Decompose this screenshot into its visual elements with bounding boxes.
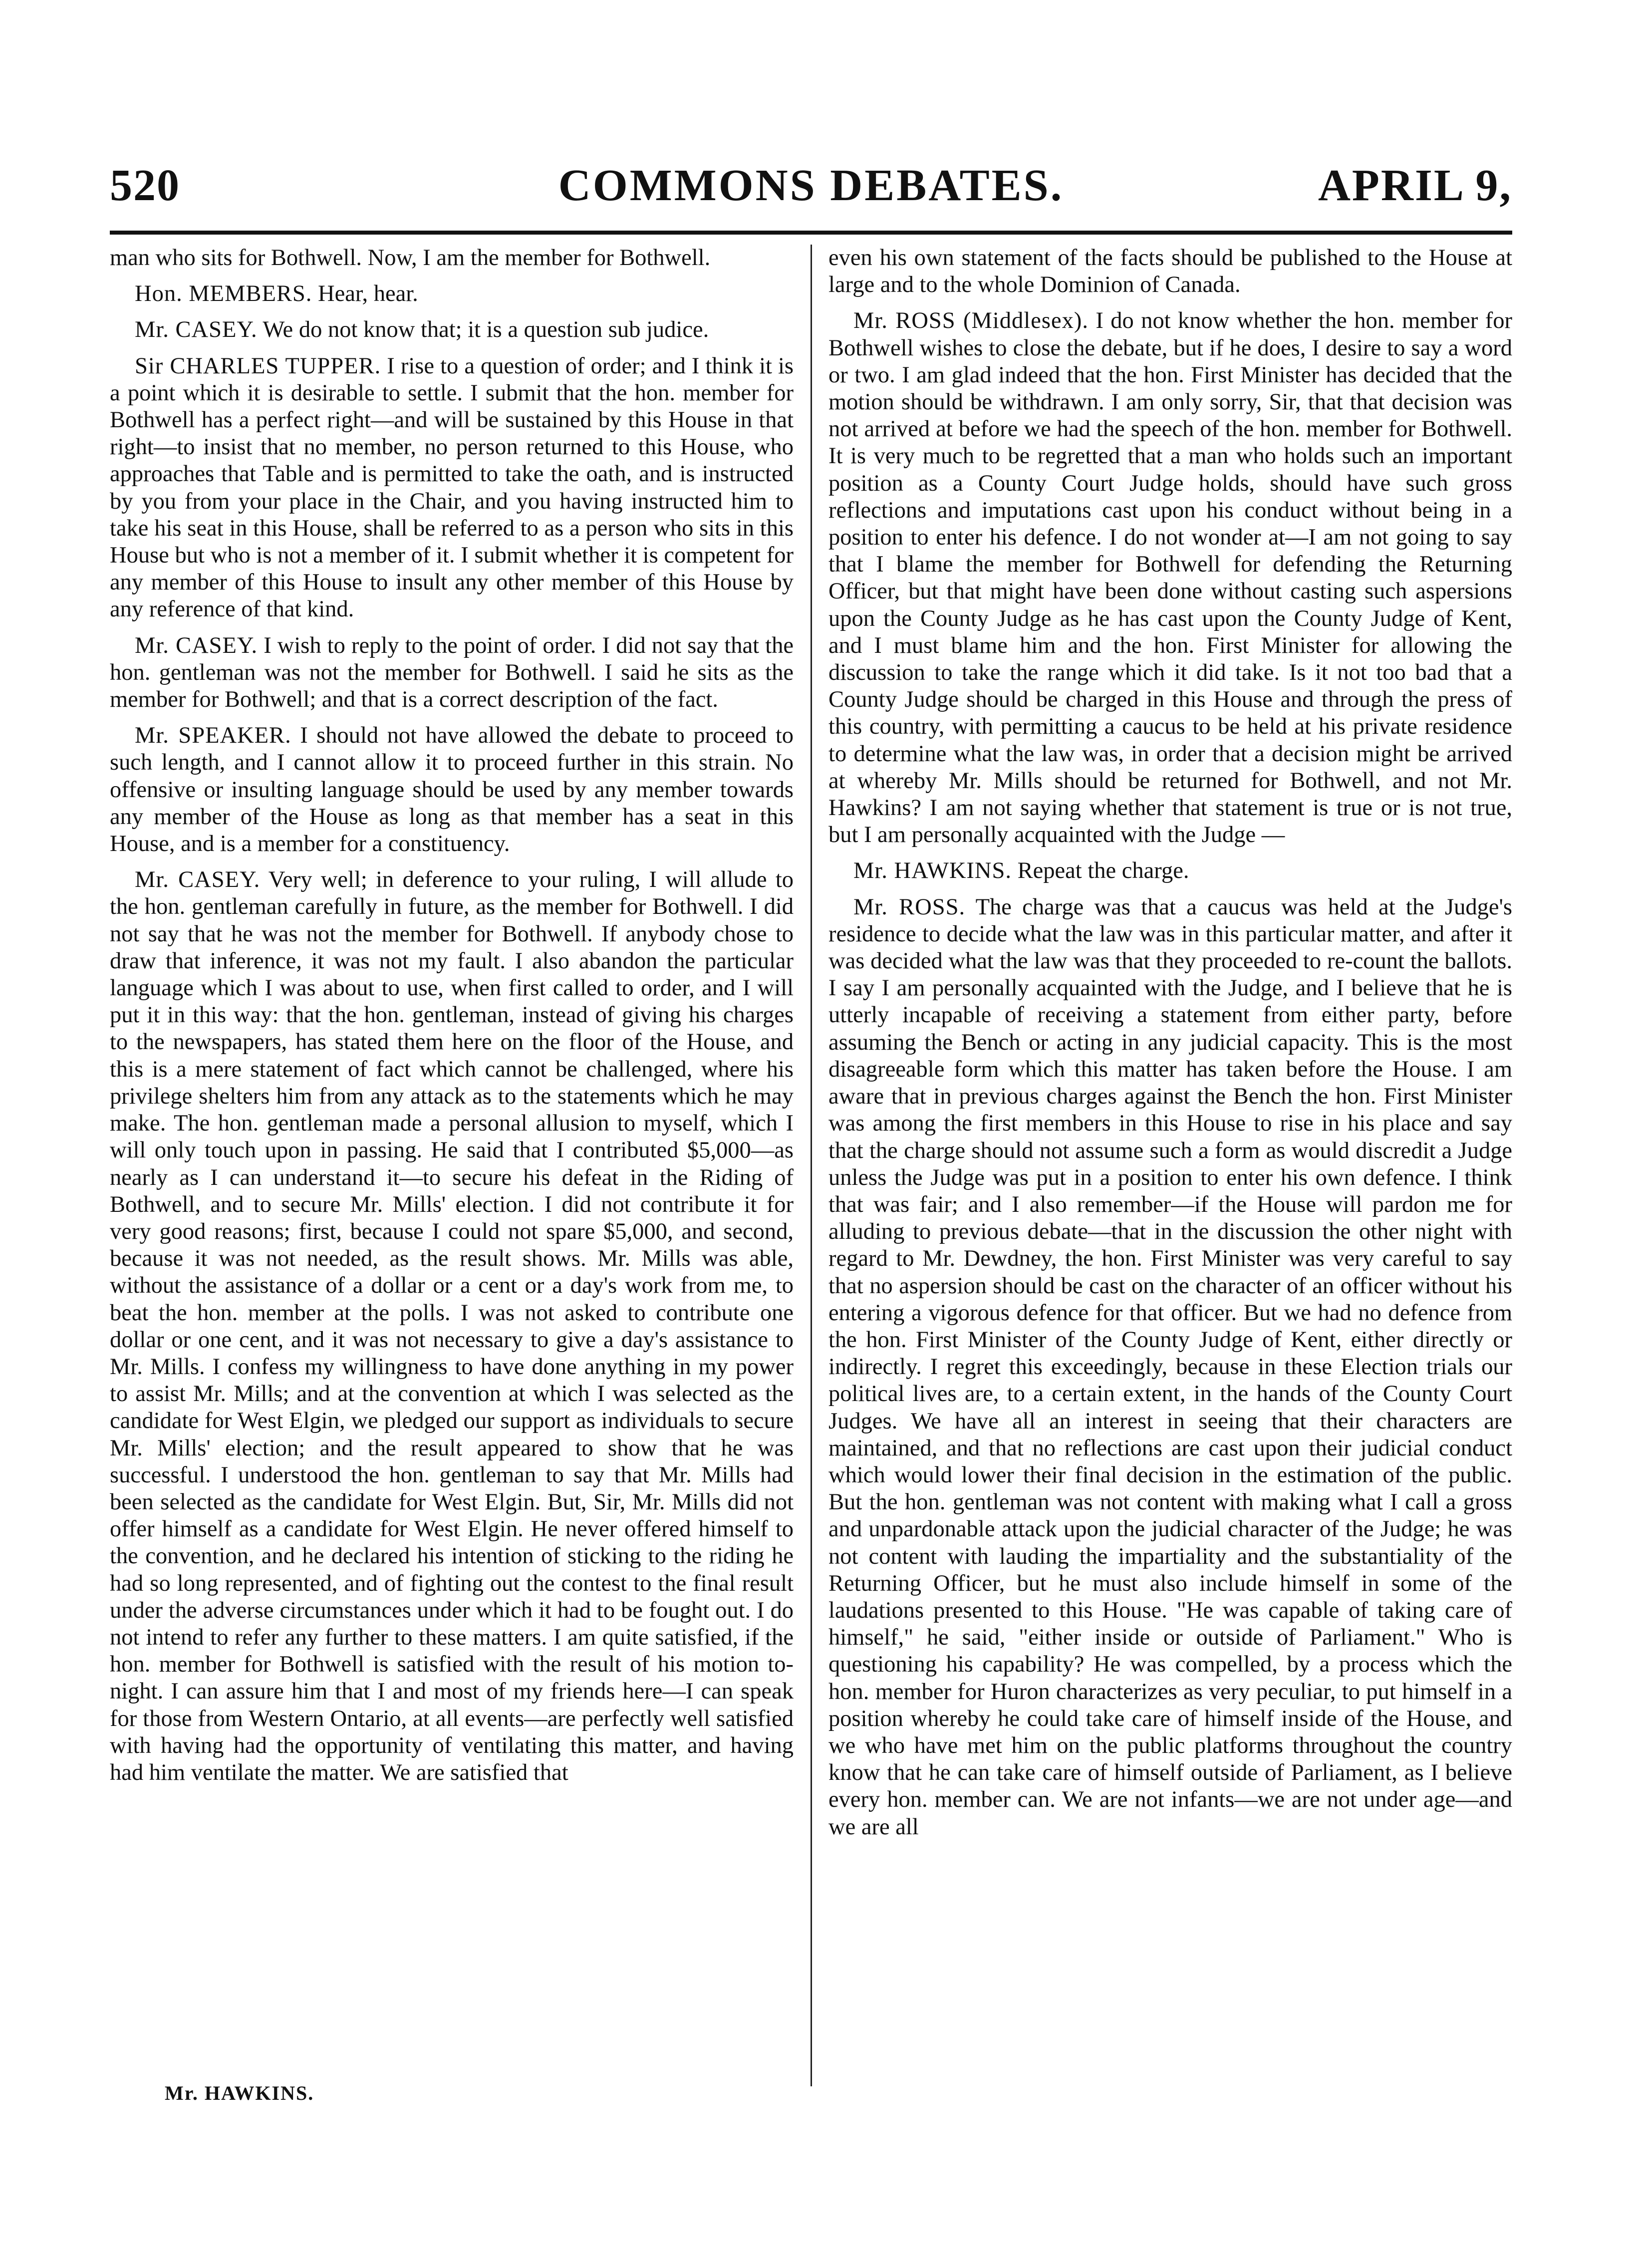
speaker-name: Mr. CASEY. — [135, 317, 258, 343]
speaker-name: Mr. ROSS. — [853, 894, 966, 920]
speech-text: man who sits for Bothwell. Now, I am the member for Bothwell. — [110, 245, 711, 271]
speaker-name: Mr. SPEAKER. — [135, 723, 291, 749]
page-number: 520 — [110, 161, 180, 210]
speech-text: Very well; in deference to your ruling, I will allude to the hon. gentleman carefully in future, as the member for Bothwell. I did not say that he was not the member for Bothwell. If anybody chose to draw that inference, it was not my fault. I also abandon the particular language which I was about to use, when first called to order, and I will put it in this way: that the hon. gentleman, instead of giving his charges to the newspapers, has stated them here on the floor of the House, and this is a mere statement of fact which cannot be challenged, where his privilege shelters him from any attack as to the statements which he may make. The hon. gentleman made a personal allusion to myself, which I will only touch upon in passing. He said that I contributed $5,000—as nearly as I can understand it—to secure his defeat in the Riding of Bothwell, and to secure Mr. Mills' election. I did not contribute it for very good reasons; first, because I could not spare $5,000, and second, because it was not needed, as the result shows. Mr. Mills was able, without the assistance of a dollar or a cent or a day's work from me, to beat the hon. member at the polls. I was not asked to contribute one dollar or one cent, and it was not necessary to give a day's assistance to Mr. Mills. I confess my willingness to have done anything in my power to assist Mr. Mills; and at the convention at which I was selected as the candidate for West Elgin, we pledged our support as individuals to secure Mr. Mills' election; and the result appeared to show that he was successful. I understood the hon. gentleman to say that Mr. Mills had been selected as the candidate for West Elgin. But, Sir, Mr. Mills did not offer himself as a candidate for West Elgin. He never offered himself to the convention, and he declared his intention of sticking to the riding he had so long represented, and of fighting out the contest to the final result under the adverse circumstances under which it had to be fought out. I do not intend to refer any further to these matters. I am quite satisfied, if the hon. member for Bothwell is satisfied with the result of his motion to-night. I can assure him that I and most of my friends here—I can speak for those from Western Ontario, at all events—are perfectly well satisfied with having had the opportunity of ventilating this matter, and having had him ventilate the matter. We are satisfied that — [110, 867, 794, 1785]
column-divider — [811, 245, 812, 2086]
paragraph — [110, 632, 794, 714]
speech-text: I wish to reply to the point of order. I did not say that the hon. gentleman was not the member for Bothwell. I said he sits as the member for Bothwell; and that is a correct description of the fact. — [110, 632, 794, 713]
speaker-name: Mr. ROSS (Middlesex). — [853, 308, 1089, 334]
speech-text: I do not know whether the hon. member for Bothwell wishes to close the debate, but if he does, I desire to say a word or two. I am glad indeed that the hon. First Minister has decided that the motion should be withdrawn. I am only sorry, Sir, that that decision was not arrived at before we had the speech of the hon. member for Bothwell. It is very much to be regretted that a man who holds such an important position as a County Court Judge holds, should have such gross reflections and imputations cast upon his conduct without being in a position to enter his defence. I do not wonder at—I am not going to say that I blame the member for Bothwell for defending the Returning Officer, but that might have been done without casting such aspersions upon the County Judge as he has cast upon the County Judge of Kent, and I must blame him and the hon. First Minister for allowing the discussion to take the range which it did take. Is it not too bad that a County Judge should be charged in this House and through the press of this country, with permitting a caucus to be held at his private residence to determine what the law was, in order that a decision might be arrived at whereby Mr. Mills should be returned for Bothwell, and not Mr. Hawkins? I am not saying whether that statement is true or is not true, but I am personally acquainted with the Judge — — [828, 308, 1512, 848]
paragraph — [110, 281, 794, 307]
paragraph — [110, 722, 794, 857]
text-columns — [110, 245, 1512, 2166]
speech-text: I rise to a question of order; and I think it is a point which it is desirable to settle. I submit that the hon. member for Bothwell has a perfect right—and will be sustained by this House in that right—to insist that no member, no person returned to this House, who approaches that Table and is permitted to take the oath, and is instructed by you from your place in the Chair, and you having instructed him to take his seat in this House, shall be referred to as a person who sits in this House but who is not a member of it. I submit whether it is competent for any member of this House to insult any other member of this House by any reference of that kind. — [110, 353, 794, 622]
speech-text: The charge was that a caucus was held at the Judge's residence to decide what the law was in this particular matter, and after it was decided what the law was that they proceeded to re-count the ballots. I say I am personally acquainted with the Judge, and I believe that he is utterly incapable of receiving a statement from either party, before assuming the Bench or acting in any judicial capacity. This is the most disagreeable form which this matter has taken before the House. I am aware that in previous charges against the Bench the hon. First Minister was among the first members in this House to rise in his place and say that the charge should not assume such a form as would discredit a Judge unless the Judge was put in a position to enter his own defence. I think that was fair; and I also remember—if the House will pardon me for alluding to previous debate—that in the discussion the other night with regard to Mr. Dewdney, the hon. First Minister was very careful to say that no aspersion should be cast on the character of an officer without his entering a vigorous defence for that officer. But we had no defence from the hon. First Minister of the County Judge of Kent, either directly or indirectly. I regret this exceedingly, because in these Election trials our political lives are, to a certain extent, in the hands of the County Court Judges. We have all an interest in seeing that their characters are maintained, and that no reflections are cast upon their judicial conduct which would lower their final decision in the estimation of the public. But the hon. gentleman was not content with making what I call a gross and unpardonable attack upon the judicial character of the Judge; he was not content with lauding the impartiality and the substantiality of the Returning Officer, but he must also include himself in some of the laudations presented to this House. "He was capable of taking care of himself," he said, "either inside or outside of Parliament." Who is questioning his capability? He was compelled, by a process which the hon. member for Huron characterizes as very peculiar, to put himself in a position whereby he could take care of himself inside of the House, and we who have met him on the public platforms throughout the country know that he can take care of himself outside of Parliament, as I believe every hon. member can. We are not infants—we are not under age—and we are all — [828, 894, 1512, 1840]
speech-text: We do not know that; it is a question sub judice. — [263, 317, 709, 343]
speaker-name: Mr. CASEY. — [135, 632, 258, 658]
page-header — [110, 150, 1512, 225]
catchword: Mr. HAWKINS. — [165, 2082, 314, 2104]
paragraph — [828, 894, 1512, 1841]
speaker-name: Hon. MEMBERS. — [135, 281, 312, 307]
paragraph — [110, 316, 794, 343]
paragraph — [110, 353, 794, 623]
running-date: APRIL 9, — [1318, 161, 1512, 210]
header-rule — [110, 231, 1512, 235]
left-column — [110, 245, 794, 2166]
speech-text: I should not have allowed the debate to proceed to such length, and I cannot allow it to proceed further in this strain. No offensive or insulting language should be used by any member towards any member of the House as long as that member has a seat in this House, and is a member for a constituency. — [110, 723, 794, 857]
paragraph — [828, 857, 1512, 884]
paragraph — [828, 245, 1512, 298]
paragraph — [110, 245, 794, 272]
speech-text: Repeat the charge. — [1017, 858, 1189, 884]
right-column — [828, 245, 1512, 2166]
paragraph — [110, 866, 794, 1786]
speaker-name: Sir CHARLES TUPPER. — [135, 353, 381, 379]
speaker-name: Mr. CASEY. — [135, 867, 261, 893]
speaker-name: Mr. HAWKINS. — [853, 858, 1012, 884]
speech-text: even his own statement of the facts should be published to the House at large and to the whole Dominion of Canada. — [828, 245, 1512, 298]
running-title: COMMONS DEBATES. — [558, 161, 1064, 210]
paragraph — [828, 307, 1512, 849]
speech-text: Hear, hear. — [317, 281, 418, 307]
